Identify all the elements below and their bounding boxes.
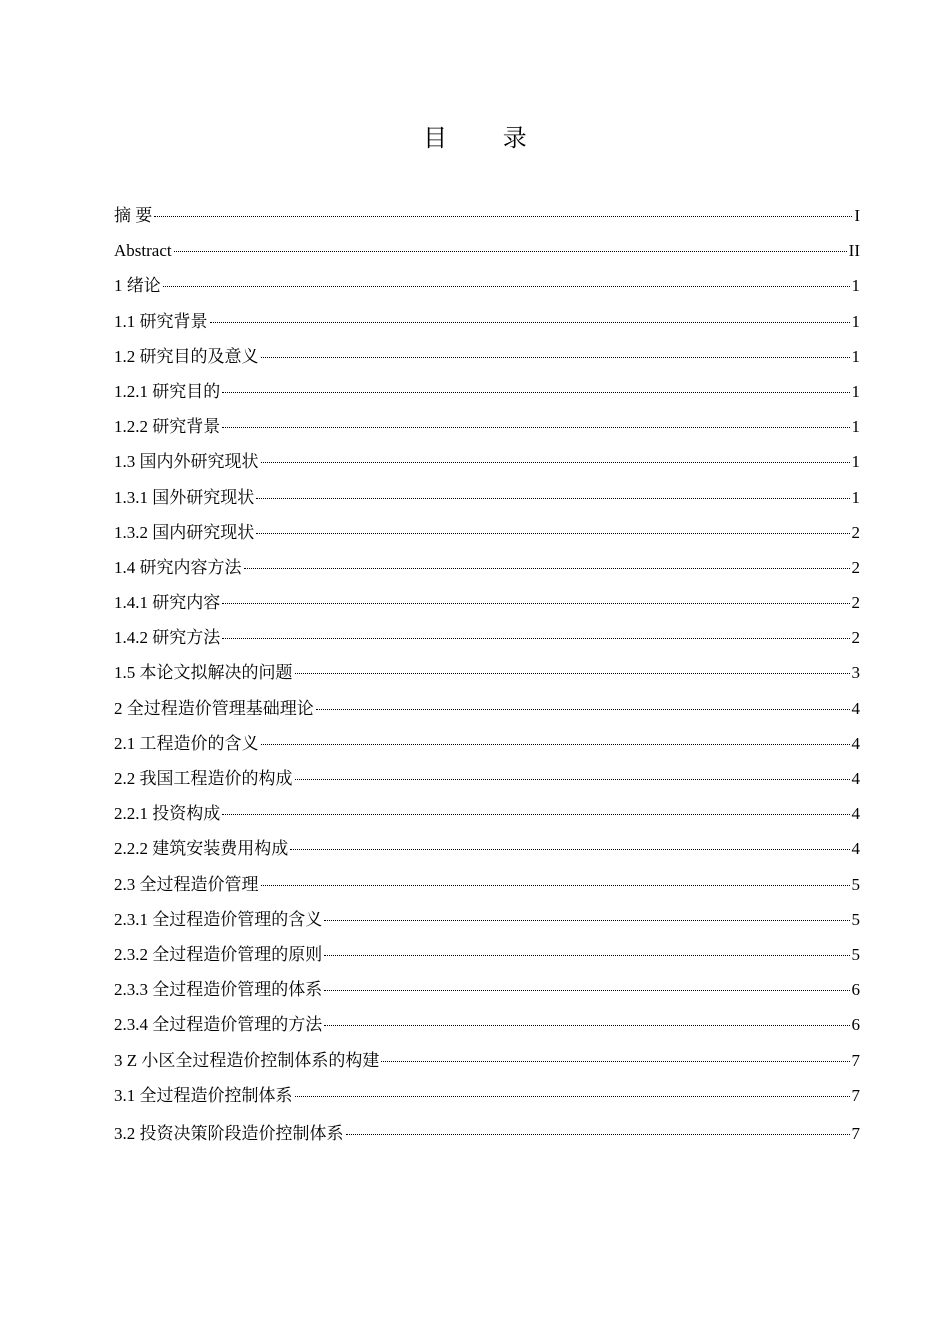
toc-entry[interactable] <box>114 831 860 866</box>
toc-entry[interactable] <box>114 902 860 937</box>
dot-leader <box>324 1025 849 1026</box>
toc-entry-label: 1.4 研究内容方法 <box>114 557 242 577</box>
toc-entry-label: 2.3 全过程造价管理 <box>114 874 259 894</box>
toc-entry-label: 1.2.2 研究背景 <box>114 417 221 437</box>
toc-entry[interactable] <box>114 550 860 585</box>
dot-leader <box>163 286 850 287</box>
toc-entry-page-number: 1 <box>851 452 860 472</box>
toc-entry-label: 2.2.2 建筑安装费用构成 <box>114 839 289 859</box>
toc-entry[interactable] <box>114 1078 860 1113</box>
toc-entry-page-number: 4 <box>851 698 860 718</box>
toc-entry[interactable] <box>114 691 860 726</box>
toc-entry-label: 2.3.4 全过程造价管理的方法 <box>114 1015 323 1035</box>
toc-entry-label: 1.2.1 研究目的 <box>114 381 221 401</box>
toc-entry-label: 1.4.1 研究内容 <box>114 593 221 613</box>
toc-entry-label: 3.2 投资决策阶段造价控制体系 <box>114 1123 344 1143</box>
toc-entry-label: 1.3.1 国外研究现状 <box>114 487 255 507</box>
dot-leader <box>324 955 849 956</box>
dot-leader <box>256 498 849 499</box>
toc-entry-page-number: 6 <box>851 1015 860 1035</box>
toc-entry-label: 摘 要 <box>114 206 153 225</box>
toc-entry-page-number: 5 <box>851 874 860 894</box>
toc-entry-label: 2.2 我国工程造价的构成 <box>114 769 293 788</box>
toc-entry[interactable] <box>114 726 860 761</box>
toc-entry-label: 2.1 工程造价的含义 <box>114 733 259 753</box>
toc-entry-page-number: 5 <box>851 944 860 964</box>
toc-entry-page-number: 6 <box>851 980 860 1000</box>
dot-leader <box>261 462 850 463</box>
toc-entry-page-number: 1 <box>851 417 860 437</box>
toc-entry-label: 2 全过程造价管理基础理论 <box>114 698 314 718</box>
toc-entry-page-number: 7 <box>851 1123 860 1143</box>
toc-entry[interactable] <box>114 1043 860 1078</box>
dot-leader <box>222 392 849 393</box>
toc-entry-label: 2.3.1 全过程造价管理的含义 <box>114 909 323 929</box>
toc-entry-page-number: 5 <box>851 909 860 929</box>
dot-leader <box>174 251 847 252</box>
toc-entry-label: 3.1 全过程造价控制体系 <box>114 1085 293 1105</box>
toc-entry-label: Abstract <box>114 241 172 261</box>
dot-leader <box>290 849 849 850</box>
toc-entry[interactable] <box>114 655 860 690</box>
toc-entry[interactable] <box>114 867 860 902</box>
toc-entry-page-number: 1 <box>851 487 860 507</box>
toc-entry-label: 2.3.2 全过程造价管理的原则 <box>114 944 323 964</box>
dot-leader <box>261 744 850 745</box>
toc-entry-page-number: 4 <box>851 804 860 824</box>
dot-leader <box>295 1096 850 1097</box>
toc-entry-page-number: 1 <box>851 346 860 366</box>
dot-leader <box>381 1061 849 1062</box>
toc-entry[interactable] <box>114 339 860 374</box>
toc-entry-label: 2.3.3 全过程造价管理的体系 <box>114 980 323 1000</box>
toc-entry-page-number: I <box>854 206 860 225</box>
toc-entry-label: 1.4.2 研究方法 <box>114 628 221 648</box>
toc-entry[interactable] <box>114 1116 860 1151</box>
dot-leader <box>346 1134 850 1135</box>
toc-entry[interactable] <box>114 620 860 655</box>
toc-entry[interactable] <box>114 761 860 796</box>
dot-leader <box>324 990 849 991</box>
toc-entry[interactable] <box>114 374 860 409</box>
dot-leader <box>222 603 849 604</box>
toc-entry-label: 3 Z 小区全过程造价控制体系的构建 <box>114 1050 380 1070</box>
toc-entry[interactable] <box>114 796 860 831</box>
toc-entry[interactable] <box>114 444 860 479</box>
toc-entry-label: 1.3.2 国内研究现状 <box>114 522 255 542</box>
toc-entry-label: 1.1 研究背景 <box>114 311 208 331</box>
toc-entry-page-number: 1 <box>851 276 860 296</box>
toc-entry-page-number: 7 <box>851 1085 860 1105</box>
toc-entry-page-number: 2 <box>851 557 860 577</box>
dot-leader <box>222 427 849 428</box>
toc-entry-page-number: II <box>848 241 860 261</box>
toc-entry[interactable] <box>114 198 860 233</box>
toc-entry[interactable] <box>114 480 860 515</box>
dot-leader <box>210 322 850 323</box>
dot-leader <box>244 568 850 569</box>
toc-entry-page-number: 1 <box>851 311 860 331</box>
toc-entry[interactable] <box>114 409 860 444</box>
dot-leader <box>222 638 849 639</box>
toc-entry-page-number: 4 <box>851 769 860 788</box>
toc-entry[interactable] <box>114 972 860 1007</box>
toc-entry[interactable] <box>114 1007 860 1042</box>
table-of-contents <box>114 198 860 1151</box>
toc-entry-page-number: 3 <box>851 663 860 683</box>
dot-leader <box>295 673 850 674</box>
dot-leader <box>154 216 852 217</box>
dot-leader <box>324 920 849 921</box>
toc-entry[interactable] <box>114 585 860 620</box>
dot-leader <box>295 779 850 780</box>
toc-entry-label: 1.3 国内外研究现状 <box>114 452 259 472</box>
dot-leader <box>261 357 850 358</box>
toc-entry[interactable] <box>114 515 860 550</box>
dot-leader <box>256 533 849 534</box>
toc-entry[interactable] <box>114 233 860 268</box>
toc-entry-page-number: 7 <box>851 1050 860 1070</box>
dot-leader <box>222 814 849 815</box>
toc-entry[interactable] <box>114 304 860 339</box>
toc-entry-page-number: 4 <box>851 733 860 753</box>
dot-leader <box>261 885 850 886</box>
toc-entry-page-number: 2 <box>851 522 860 542</box>
toc-entry-label: 1 绪论 <box>114 276 161 296</box>
toc-entry-label: 2.2.1 投资构成 <box>114 804 221 824</box>
toc-entry-label: 1.5 本论文拟解决的问题 <box>114 663 293 683</box>
toc-entry-page-number: 2 <box>851 628 860 648</box>
toc-entry-page-number: 1 <box>851 381 860 401</box>
toc-entry-label: 1.2 研究目的及意义 <box>114 346 259 366</box>
dot-leader <box>316 709 850 710</box>
page-title: 目 录 <box>423 124 551 152</box>
toc-entry-page-number: 2 <box>851 593 860 613</box>
toc-entry[interactable] <box>114 937 860 972</box>
toc-entry-page-number: 4 <box>851 839 860 859</box>
toc-entry[interactable] <box>114 268 860 303</box>
